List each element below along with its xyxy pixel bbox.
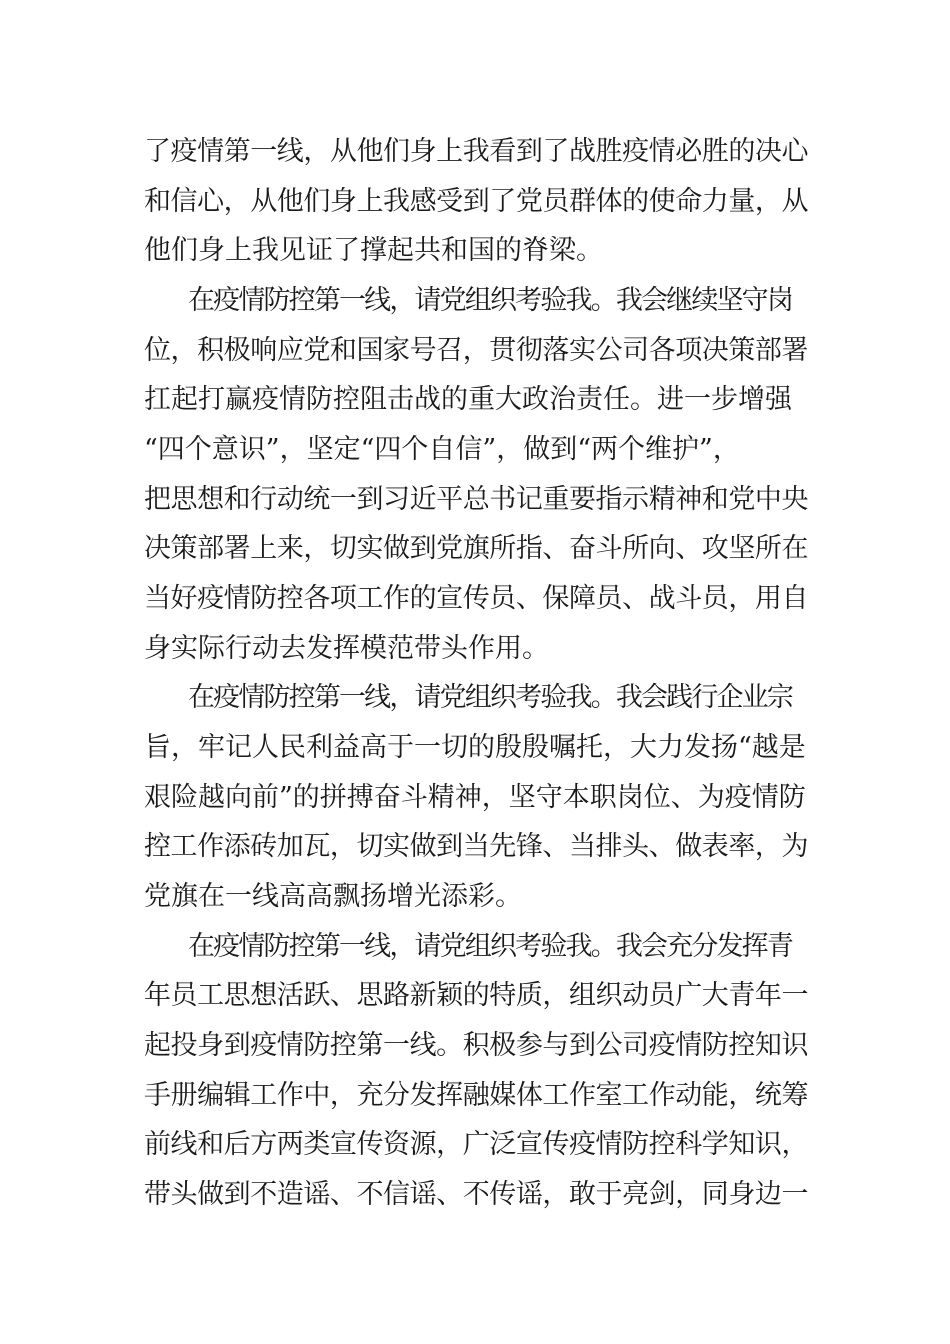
text-line: 当好疫情防控各项工作的宣传员、保障员、战斗员，用自	[144, 583, 808, 614]
text-line: 艰险越向前”的拼搏奋斗精神，坚守本职岗位、为疫情防	[144, 782, 806, 813]
text-line: 年员工思想活跃、思路新颖的特质，组织动员广大青年一	[144, 980, 808, 1011]
text-line: 决策部署上来，切实做到党旗所指、奋斗所向、攻坚所在	[144, 533, 808, 564]
paragraph-first-line: 在疫情防控第一线，请党组织考验我。我会践行企业宗	[188, 682, 792, 713]
text-line: 和信心，从他们身上我感受到了党员群体的使命力量，从	[144, 186, 808, 217]
text-line: 前线和后方两类宣传资源，广泛宣传疫情防控科学知识，	[144, 1129, 808, 1160]
text-line: 了疫情第一线，从他们身上我看到了战胜疫情必胜的决心	[144, 136, 808, 167]
text-line: 扛起打赢疫情防控阻击战的重大政治责任。进一步增强	[144, 384, 792, 415]
text-line: 带头做到不造谣、不信谣、不传谣，敢于亮剑，同身边一	[144, 1179, 808, 1210]
paragraph-first-line: 在疫情防控第一线，请党组织考验我。我会充分发挥青	[188, 931, 792, 962]
text-line: “四个意识”，坚定“四个自信”，做到“两个维护”，	[144, 434, 740, 465]
text-line: 他们身上我见证了撑起共和国的脊梁。	[144, 235, 603, 266]
text-line: 起投身到疫情防控第一线。积极参与到公司疫情防控知识	[144, 1030, 808, 1061]
text-line: 旨，牢记人民利益高于一切的殷殷嘱托，大力发扬“越是	[144, 732, 806, 763]
text-line: 身实际行动去发挥模范带头作用。	[144, 633, 549, 664]
text-line: 手册编辑工作中，充分发挥融媒体工作室工作动能，统筹	[144, 1080, 808, 1111]
text-line: 位，积极响应党和国家号召，贯彻落实公司各项决策部署	[144, 335, 808, 366]
paragraph-first-line: 在疫情防控第一线，请党组织考验我。我会继续坚守岗	[188, 285, 792, 316]
text-line: 控工作添砖加瓦，切实做到当先锋、当排头、做表率，为	[144, 831, 808, 862]
text-line: 把思想和行动统一到习近平总书记重要指示精神和党中央	[144, 484, 808, 515]
text-line: 党旗在一线高高飘扬增光添彩。	[144, 881, 522, 912]
